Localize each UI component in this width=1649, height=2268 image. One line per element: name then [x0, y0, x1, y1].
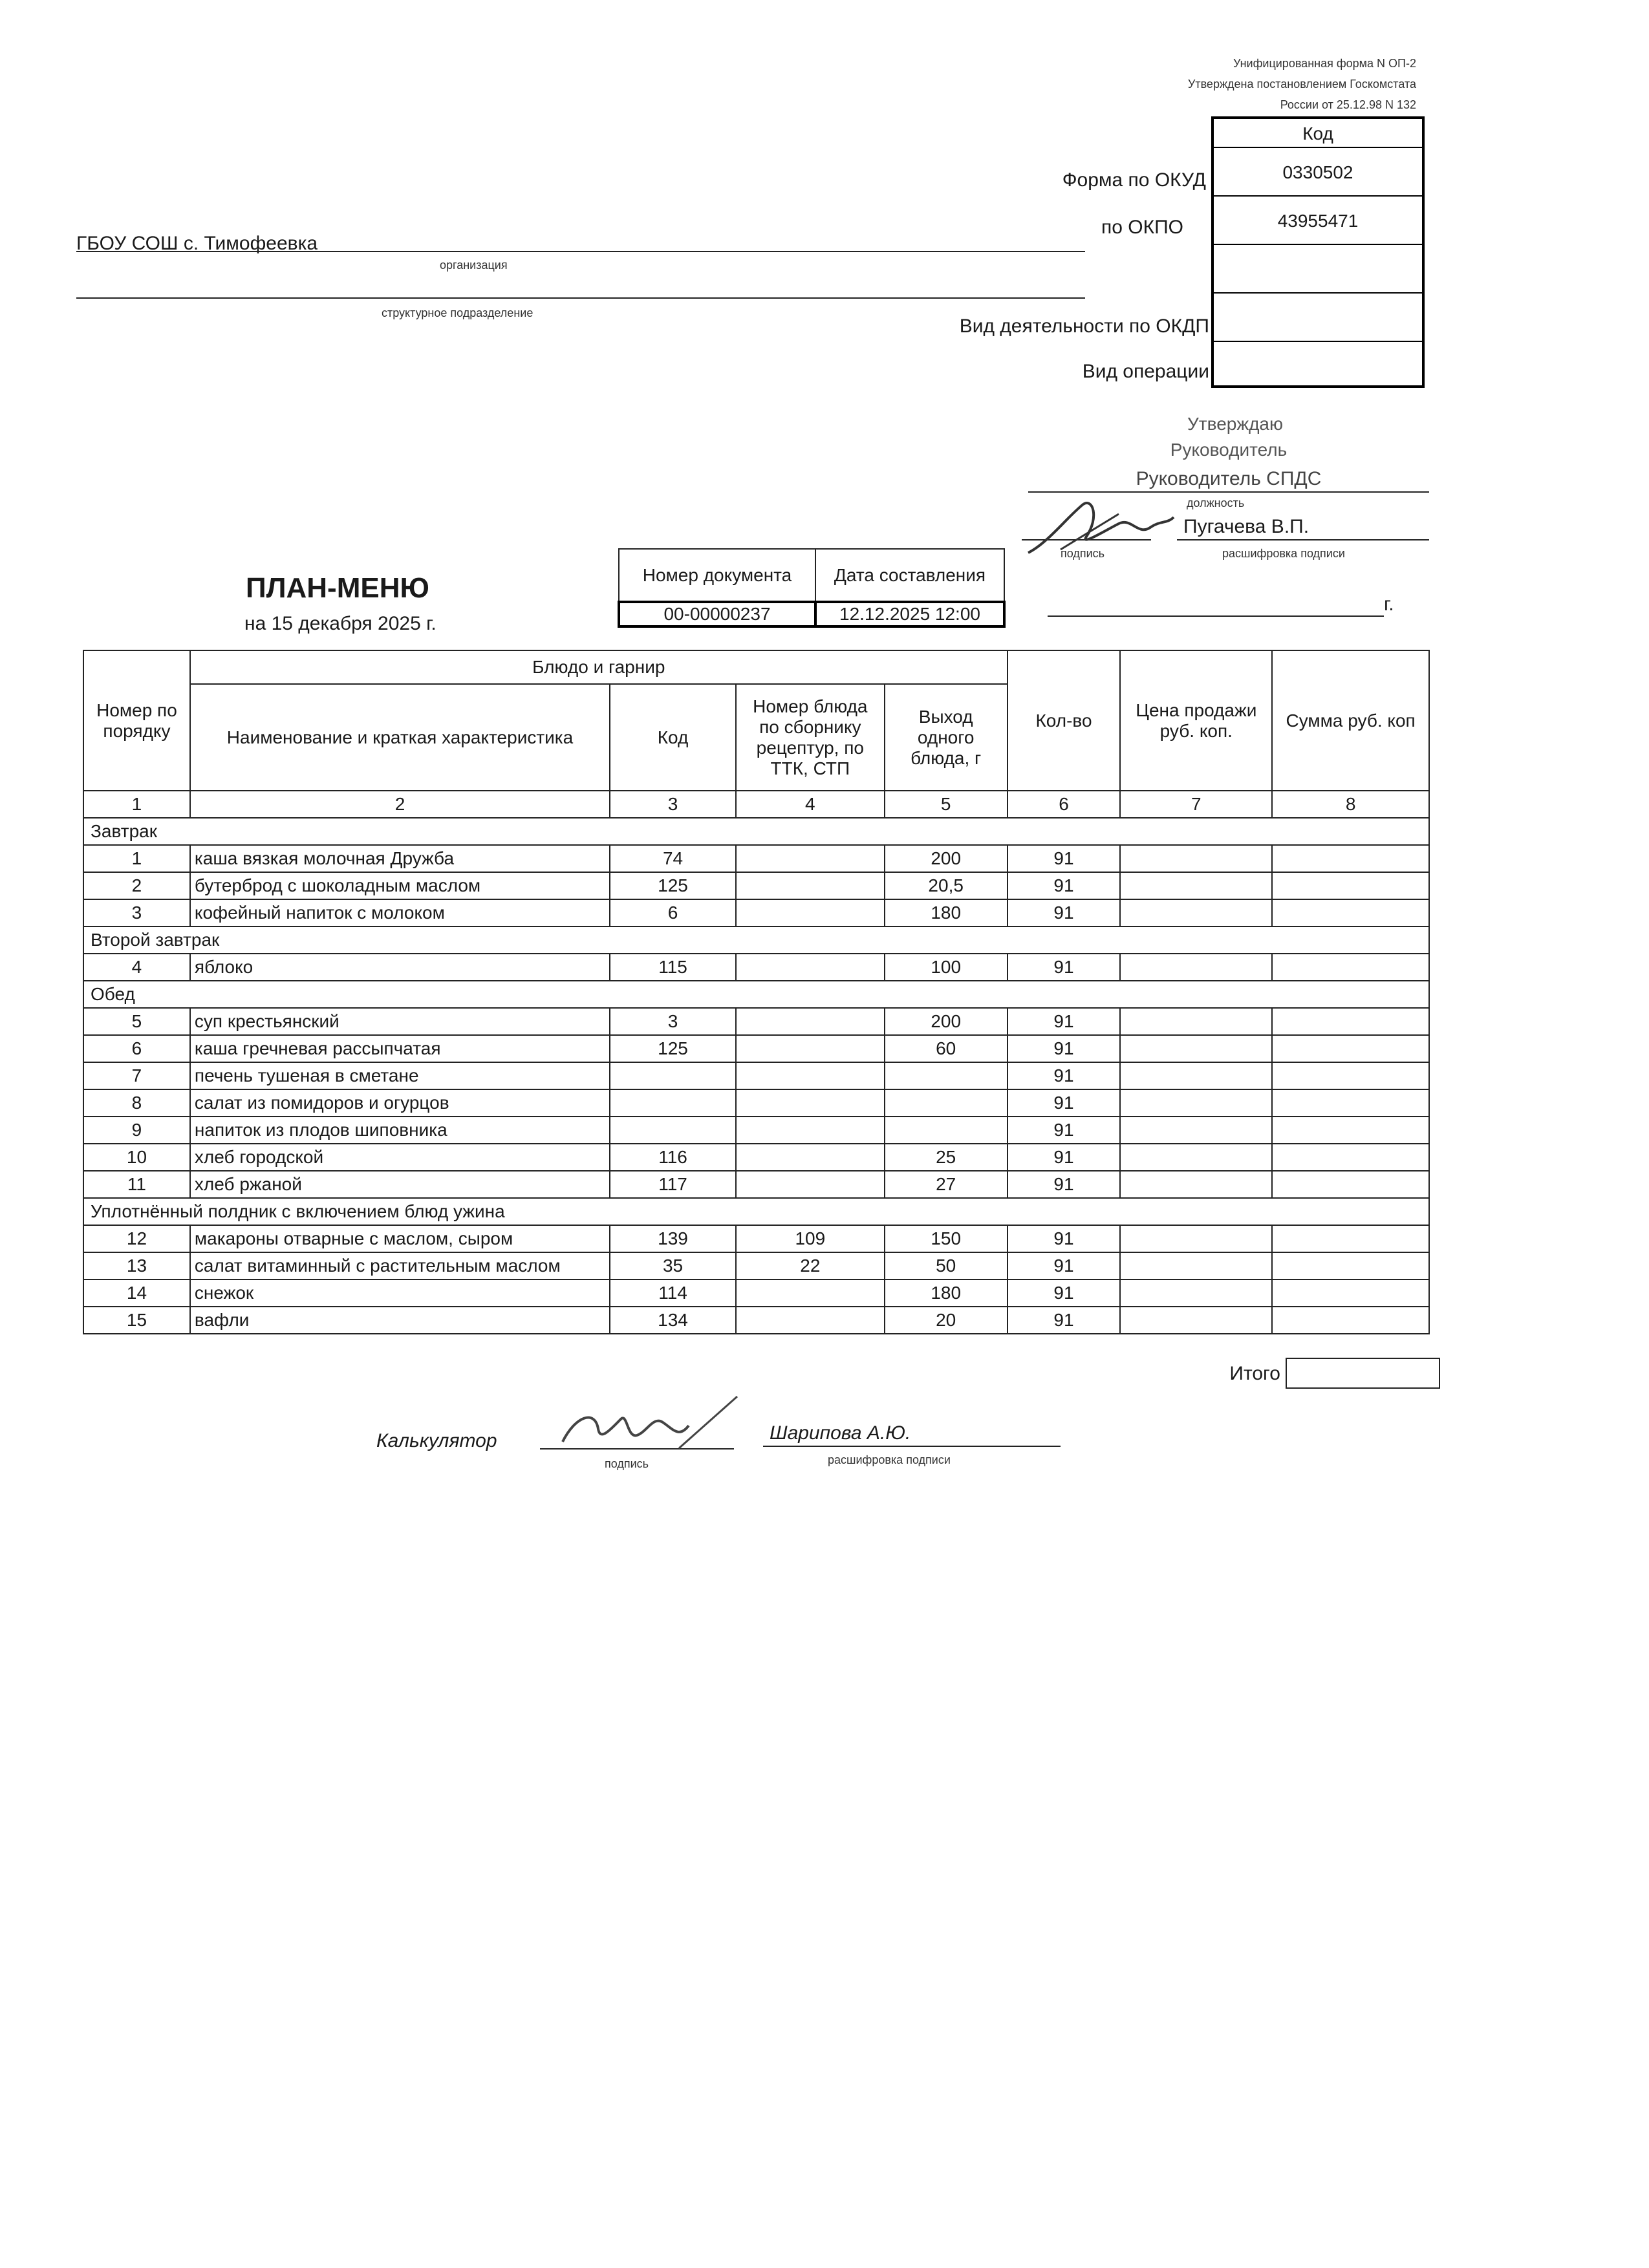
form-header-line2: Утверждена постановлением Госкомстата — [1187, 78, 1416, 91]
cell-n: 9 — [83, 1117, 190, 1144]
approver-decode-caption: расшифровка подписи — [1222, 547, 1345, 560]
cell-name: салат из помидоров и огурцов — [190, 1089, 610, 1117]
col-qty-head: Кол-во — [1008, 650, 1121, 791]
cell-yield: 20 — [885, 1307, 1008, 1334]
menu-row — [83, 1062, 1429, 1089]
menu-row — [83, 1117, 1429, 1144]
cell-recipe — [736, 1117, 885, 1144]
cell-yield: 200 — [885, 1008, 1008, 1035]
section-title: Уплотнённый полдник с включением блюд ужина — [83, 1198, 1429, 1225]
col-code-head: Код — [610, 684, 736, 791]
section-row — [83, 818, 1429, 845]
organization-caption: организация — [440, 259, 508, 272]
cell-code — [610, 1062, 736, 1089]
cell-name: каша гречневая рассыпчатая — [190, 1035, 610, 1062]
menu-row — [83, 1225, 1429, 1252]
section-row — [83, 1198, 1429, 1225]
menu-row — [83, 1035, 1429, 1062]
role-caption: должность — [1187, 497, 1245, 509]
form-header-line3: России от 25.12.98 N 132 — [1280, 98, 1416, 111]
cell-code: 117 — [610, 1171, 736, 1198]
col-number: 3 — [610, 791, 736, 818]
cell-sum — [1272, 1279, 1429, 1307]
cell-recipe — [736, 1062, 885, 1089]
cell-recipe — [736, 899, 885, 926]
okdp-label: Вид деятельности по ОКДП — [959, 316, 1209, 337]
cell-n: 12 — [83, 1225, 190, 1252]
cell-name: хлеб ржаной — [190, 1171, 610, 1198]
doc-number-head: Номер документа — [619, 549, 815, 602]
menu-table — [83, 650, 1430, 1334]
approver-sign-caption: подпись — [1061, 547, 1105, 560]
cell-code: 6 — [610, 899, 736, 926]
cell-sum — [1272, 872, 1429, 899]
cell-sum — [1272, 1307, 1429, 1334]
cell-n: 8 — [83, 1089, 190, 1117]
cell-price — [1120, 1035, 1272, 1062]
cell-n: 14 — [83, 1279, 190, 1307]
cell-code: 116 — [610, 1144, 736, 1171]
cell-n: 1 — [83, 845, 190, 872]
section-title: Обед — [83, 981, 1429, 1008]
cell-n: 2 — [83, 872, 190, 899]
menu-row — [83, 1171, 1429, 1198]
total-label: Итого — [1229, 1363, 1280, 1384]
cell-price — [1120, 1008, 1272, 1035]
approve-date-underline — [1048, 615, 1384, 617]
section-title: Завтрак — [83, 818, 1429, 845]
approver-signature — [1022, 491, 1177, 562]
cell-yield: 180 — [885, 1279, 1008, 1307]
col-price-head: Цена продажи руб. коп. — [1120, 650, 1272, 791]
code-empty-1 — [1214, 245, 1422, 294]
col-recipe-head: Номер блюда по сборнику рецептур, по ТТК, СТП — [736, 684, 885, 791]
cell-price — [1120, 1279, 1272, 1307]
cell-code: 115 — [610, 954, 736, 981]
cell-recipe: 22 — [736, 1252, 885, 1279]
approve-role2: Руководитель СПДС — [1136, 468, 1322, 489]
col-number: 5 — [885, 791, 1008, 818]
menu-row — [83, 954, 1429, 981]
section-title: Второй завтрак — [83, 926, 1429, 954]
column-number-row — [83, 791, 1429, 818]
cell-code: 114 — [610, 1279, 736, 1307]
operation-value — [1214, 342, 1422, 388]
cell-sum — [1272, 1008, 1429, 1035]
cell-price — [1120, 1225, 1272, 1252]
cell-code — [610, 1089, 736, 1117]
cell-yield: 20,5 — [885, 872, 1008, 899]
approver-name: Пугачева В.П. — [1183, 516, 1310, 537]
menu-row — [83, 1307, 1429, 1334]
cell-price — [1120, 845, 1272, 872]
section-row — [83, 981, 1429, 1008]
codes-head: Код — [1214, 119, 1422, 148]
cell-price — [1120, 1062, 1272, 1089]
menu-body — [83, 818, 1429, 1334]
cell-recipe — [736, 1035, 885, 1062]
cell-n: 11 — [83, 1171, 190, 1198]
cell-recipe — [736, 1144, 885, 1171]
okdp-value — [1214, 294, 1422, 342]
col-sum-head: Сумма руб. коп — [1272, 650, 1429, 791]
cell-price — [1120, 899, 1272, 926]
unit-caption: структурное подразделение — [382, 306, 534, 319]
cell-sum — [1272, 1225, 1429, 1252]
okpo-value: 43955471 — [1214, 197, 1422, 245]
organization-name: ГБОУ СОШ с. Тимофеевка — [76, 233, 318, 254]
cell-qty: 91 — [1008, 1089, 1121, 1117]
cell-qty: 91 — [1008, 899, 1121, 926]
approve-role1: Руководитель — [1170, 440, 1288, 460]
cell-sum — [1272, 1171, 1429, 1198]
cell-sum — [1272, 1089, 1429, 1117]
approver-name-underline — [1177, 539, 1429, 540]
total-box — [1286, 1358, 1440, 1389]
cell-price — [1120, 1171, 1272, 1198]
cell-yield: 50 — [885, 1252, 1008, 1279]
cell-n: 5 — [83, 1008, 190, 1035]
cell-recipe — [736, 1279, 885, 1307]
cell-code: 139 — [610, 1225, 736, 1252]
calculator-decode-caption: расшифровка подписи — [828, 1453, 951, 1466]
menu-row — [83, 845, 1429, 872]
cell-yield: 150 — [885, 1225, 1008, 1252]
menu-row — [83, 899, 1429, 926]
cell-qty: 91 — [1008, 1279, 1121, 1307]
okpo-label: по ОКПО — [1101, 217, 1183, 238]
cell-sum — [1272, 1062, 1429, 1089]
cell-recipe — [736, 954, 885, 981]
cell-sum — [1272, 899, 1429, 926]
cell-code: 125 — [610, 1035, 736, 1062]
form-header-line1: Унифицированная форма N ОП-2 — [1233, 57, 1416, 70]
menu-row — [83, 1144, 1429, 1171]
cell-name: вафли — [190, 1307, 610, 1334]
calculator-name: Шарипова А.Ю. — [770, 1422, 911, 1444]
cell-qty: 91 — [1008, 1171, 1121, 1198]
cell-price — [1120, 1117, 1272, 1144]
col-number: 6 — [1008, 791, 1121, 818]
cell-price — [1120, 1307, 1272, 1334]
col-number: 8 — [1272, 791, 1429, 818]
cell-name: яблоко — [190, 954, 610, 981]
cell-name: суп крестьянский — [190, 1008, 610, 1035]
cell-yield: 25 — [885, 1144, 1008, 1171]
cell-n: 13 — [83, 1252, 190, 1279]
codes-box — [1211, 116, 1425, 388]
cell-sum — [1272, 1252, 1429, 1279]
doc-date-head: Дата составления — [815, 549, 1004, 602]
calculator-name-underline — [763, 1446, 1061, 1447]
cell-yield: 60 — [885, 1035, 1008, 1062]
cell-price — [1120, 872, 1272, 899]
cell-recipe — [736, 1307, 885, 1334]
cell-name: напиток из плодов шиповника — [190, 1117, 610, 1144]
menu-row — [83, 1279, 1429, 1307]
doc-number: 00-00000237 — [619, 602, 815, 626]
group-head: Блюдо и гарнир — [190, 650, 1008, 684]
cell-qty: 91 — [1008, 1252, 1121, 1279]
operation-label: Вид операции — [1082, 361, 1209, 382]
cell-yield: 100 — [885, 954, 1008, 981]
cell-recipe — [736, 872, 885, 899]
col-number: 2 — [190, 791, 610, 818]
okud-value: 0330502 — [1214, 148, 1422, 197]
cell-n: 7 — [83, 1062, 190, 1089]
cell-sum — [1272, 1117, 1429, 1144]
calculator-role: Калькулятор — [376, 1430, 497, 1451]
menu-row — [83, 1252, 1429, 1279]
cell-sum — [1272, 1144, 1429, 1171]
cell-recipe — [736, 845, 885, 872]
cell-qty: 91 — [1008, 1225, 1121, 1252]
cell-yield: 180 — [885, 899, 1008, 926]
cell-name: каша вязкая молочная Дружба — [190, 845, 610, 872]
cell-name: снежок — [190, 1279, 610, 1307]
cell-sum — [1272, 1035, 1429, 1062]
col-num-head: Номер по порядку — [83, 650, 190, 791]
cell-qty: 91 — [1008, 954, 1121, 981]
cell-name: хлеб городской — [190, 1144, 610, 1171]
document-title: ПЛАН-МЕНЮ — [246, 572, 429, 604]
doc-date: 12.12.2025 12:00 — [815, 602, 1004, 626]
cell-price — [1120, 1144, 1272, 1171]
cell-sum — [1272, 845, 1429, 872]
cell-yield: 27 — [885, 1171, 1008, 1198]
menu-row — [83, 1089, 1429, 1117]
cell-name: салат витаминный с растительным маслом — [190, 1252, 610, 1279]
menu-row — [83, 1008, 1429, 1035]
cell-price — [1120, 1252, 1272, 1279]
cell-price — [1120, 1089, 1272, 1117]
col-name-head: Наименование и краткая характеристика — [190, 684, 610, 791]
cell-recipe — [736, 1008, 885, 1035]
cell-qty: 91 — [1008, 1035, 1121, 1062]
cell-code: 3 — [610, 1008, 736, 1035]
cell-recipe — [736, 1089, 885, 1117]
approve-word: Утверждаю — [1187, 414, 1283, 434]
cell-qty: 91 — [1008, 1144, 1121, 1171]
col-number: 1 — [83, 791, 190, 818]
document-number-table — [618, 548, 1006, 628]
cell-name: макароны отварные с маслом, сыром — [190, 1225, 610, 1252]
cell-yield: 200 — [885, 845, 1008, 872]
cell-code: 35 — [610, 1252, 736, 1279]
cell-qty: 91 — [1008, 1062, 1121, 1089]
cell-name: кофейный напиток с молоком — [190, 899, 610, 926]
col-number: 7 — [1120, 791, 1272, 818]
cell-code: 74 — [610, 845, 736, 872]
menu-row — [83, 872, 1429, 899]
cell-code — [610, 1117, 736, 1144]
cell-n: 10 — [83, 1144, 190, 1171]
calculator-signature — [550, 1390, 763, 1468]
col-yield-head: Выход одного блюда, г — [885, 684, 1008, 791]
cell-price — [1120, 954, 1272, 981]
organization-underline — [76, 251, 1085, 252]
col-number: 4 — [736, 791, 885, 818]
cell-sum — [1272, 954, 1429, 981]
approve-year-suffix: г. — [1384, 594, 1394, 615]
cell-n: 6 — [83, 1035, 190, 1062]
cell-name: печень тушеная в сметане — [190, 1062, 610, 1089]
cell-name: бутерброд с шоколадным маслом — [190, 872, 610, 899]
cell-qty: 91 — [1008, 872, 1121, 899]
cell-qty: 91 — [1008, 1307, 1121, 1334]
cell-code: 125 — [610, 872, 736, 899]
unit-underline — [76, 297, 1085, 299]
cell-n: 4 — [83, 954, 190, 981]
cell-code: 134 — [610, 1307, 736, 1334]
cell-yield — [885, 1117, 1008, 1144]
cell-yield — [885, 1062, 1008, 1089]
cell-qty: 91 — [1008, 845, 1121, 872]
section-row — [83, 926, 1429, 954]
cell-recipe — [736, 1171, 885, 1198]
cell-n: 15 — [83, 1307, 190, 1334]
cell-recipe: 109 — [736, 1225, 885, 1252]
cell-qty: 91 — [1008, 1008, 1121, 1035]
okud-label: Форма по ОКУД — [1062, 169, 1206, 191]
cell-qty: 91 — [1008, 1117, 1121, 1144]
calculator-sign-caption: подпись — [605, 1457, 649, 1470]
cell-n: 3 — [83, 899, 190, 926]
document-date-line: на 15 декабря 2025 г. — [244, 613, 436, 634]
cell-yield — [885, 1089, 1008, 1117]
